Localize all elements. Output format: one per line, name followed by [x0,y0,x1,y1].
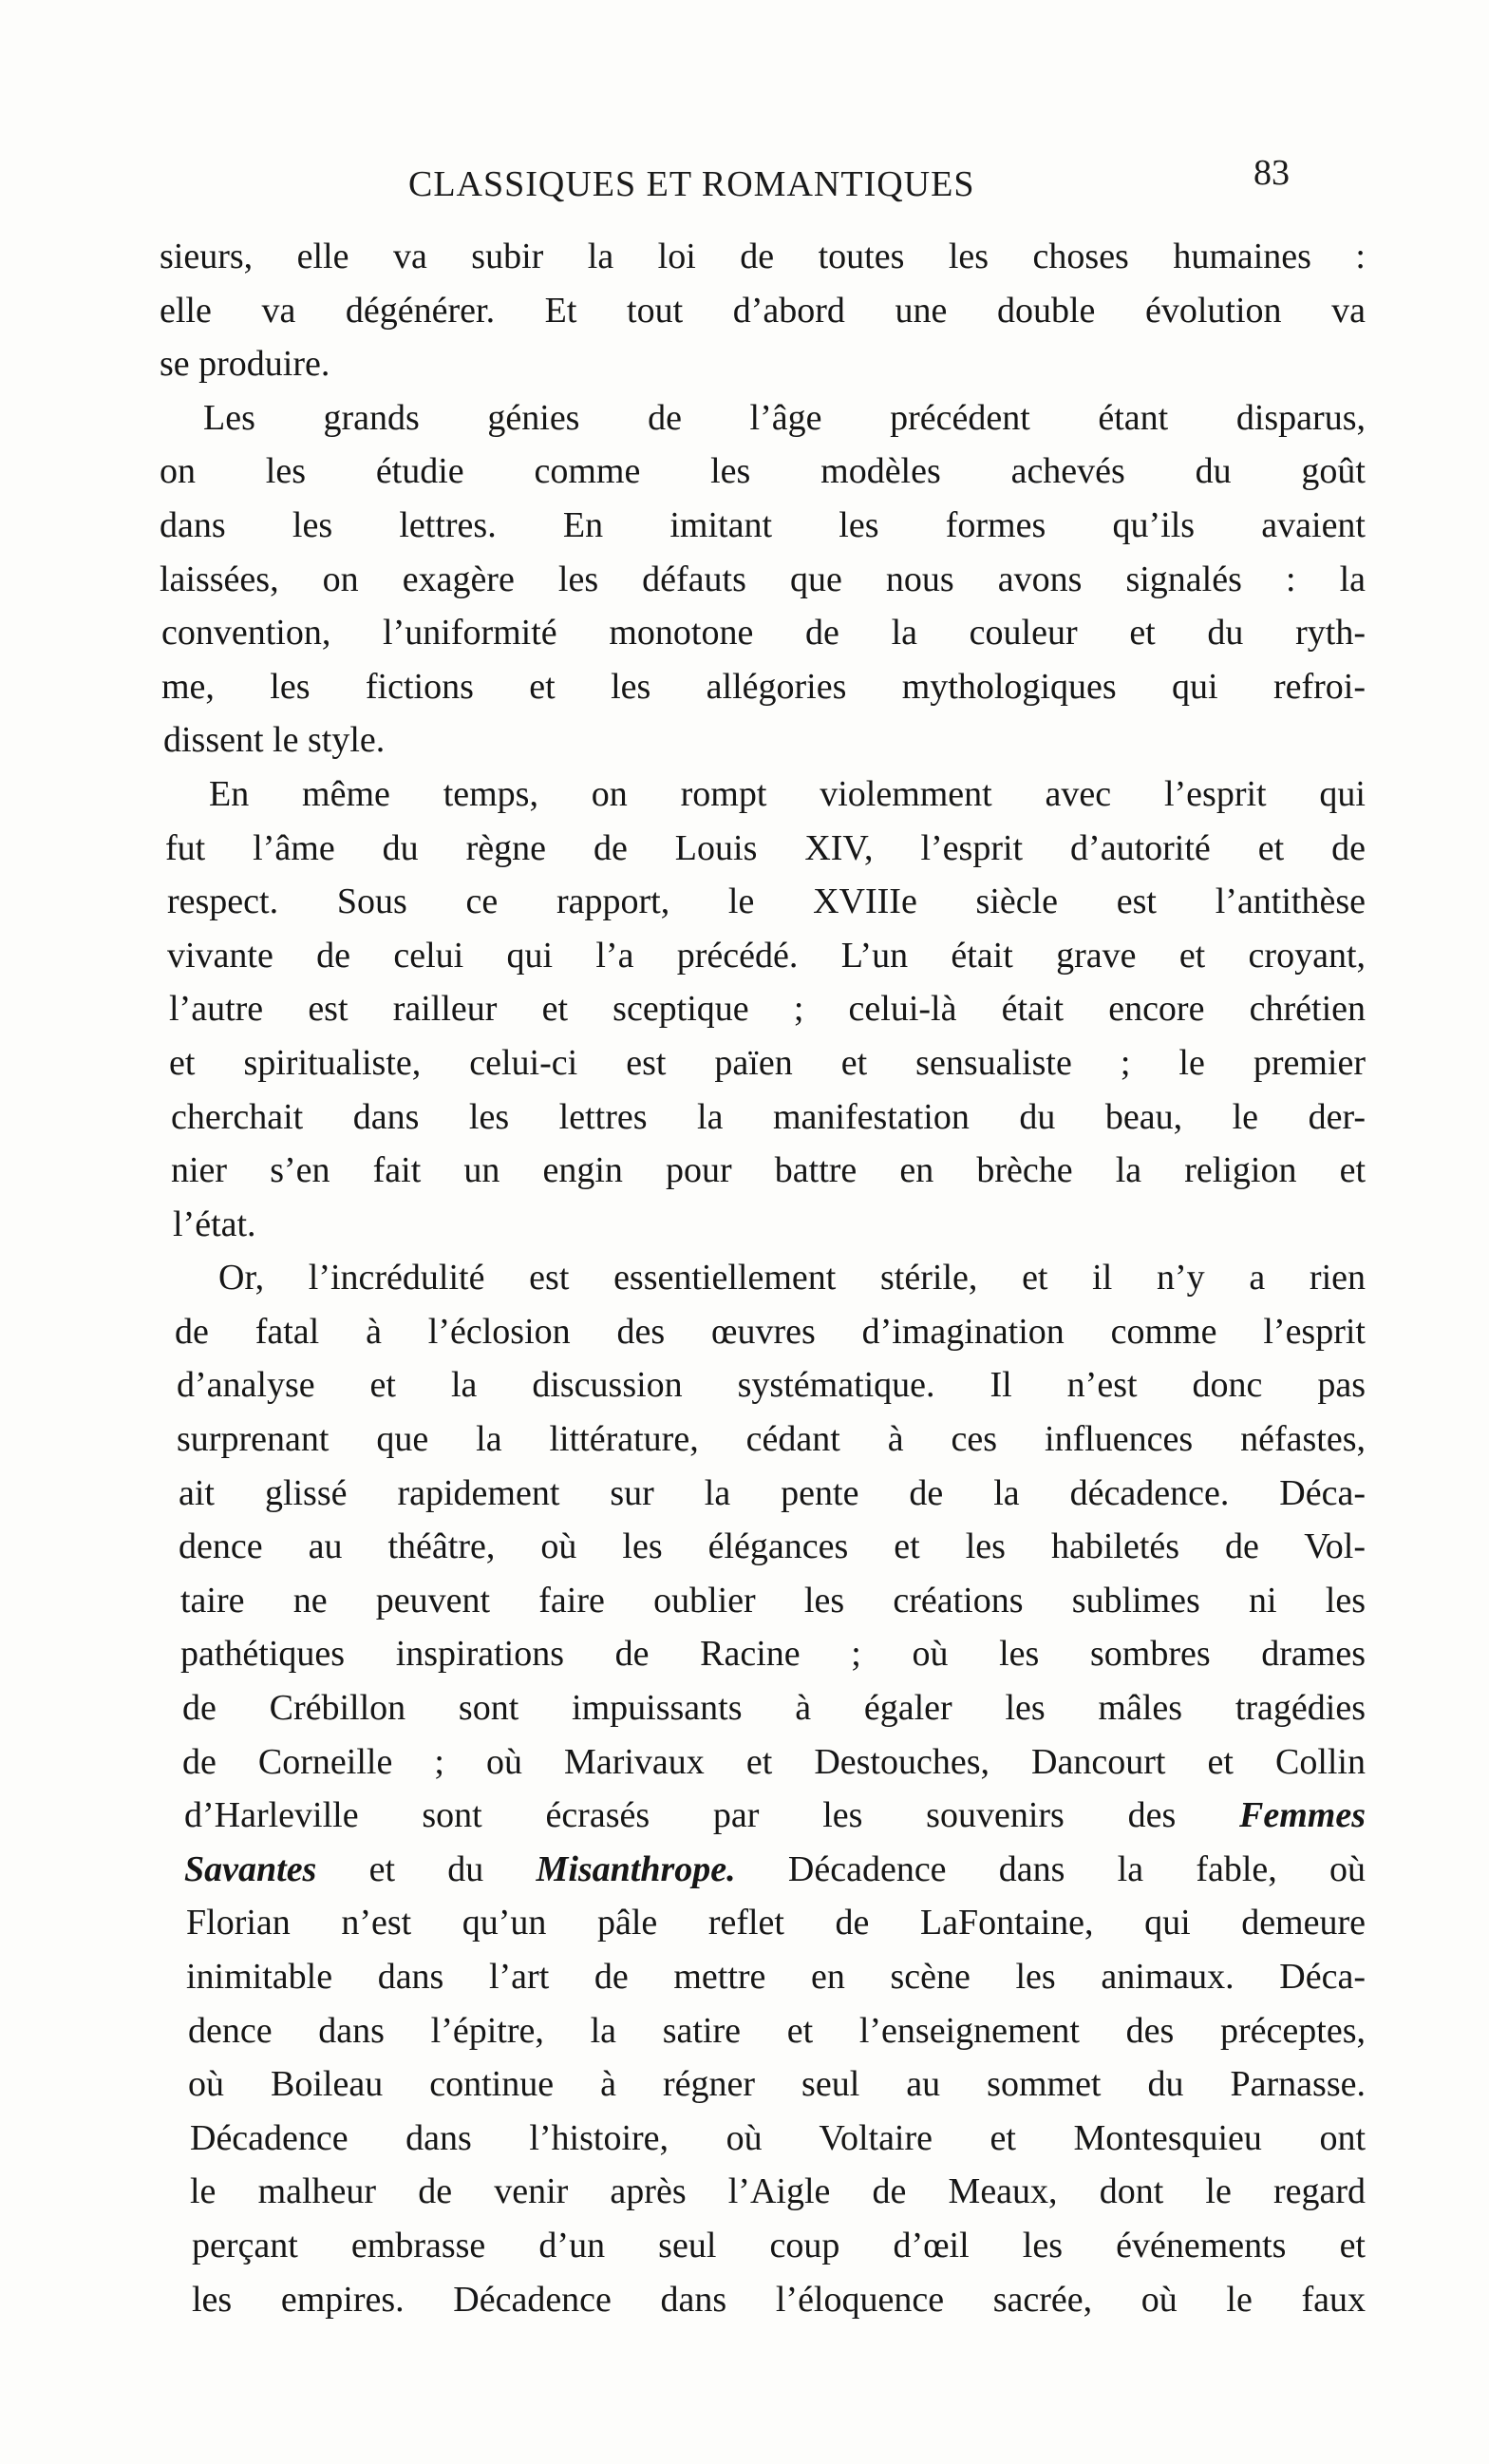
line-text: cherchait dans les lettres la manifestation du beau, le der- [171,1096,1366,1137]
text-line [167,875,1366,929]
text-line [165,768,1366,822]
text-line [188,2004,1366,2058]
line-text: de fatal à l’éclosion des œuvres d’imagination comme l’esprit [175,1311,1366,1352]
text-line [192,2273,1366,2327]
text-line [161,660,1366,714]
line-text: dence dans l’épitre, la satire et l’enseignement des préceptes, [188,2010,1366,2051]
page-number: 83 [1253,153,1290,193]
running-title: CLASSIQUES ET ROMANTIQUES [408,164,975,204]
line-text: Les grands génies de l’âge précédent étant disparus, [203,397,1366,438]
body-text [160,230,1366,2326]
text-line [160,499,1366,553]
text-line [171,1144,1366,1198]
text-line [177,1412,1366,1467]
text-line [175,1251,1366,1305]
line-text: et du [368,1848,484,1889]
line-text: Décadence dans l’histoire, où Voltaire et Montesquieu ont [190,2117,1366,2158]
text-line [190,2112,1366,2166]
text-line [169,982,1366,1036]
text-line [160,553,1366,607]
text-line [184,1843,1366,1897]
italic-title: Misanthrope. [536,1848,736,1889]
line-text: d’analyse et la discussion systématique. Il n’est donc pas [177,1365,1366,1406]
text-line [169,1036,1366,1090]
text-line [186,1950,1366,2004]
italic-title: Savantes [184,1848,317,1889]
text-line [180,1574,1366,1628]
text-line [167,929,1366,983]
line-text: d’Harleville sont écrasés par les souvenirs des [184,1795,1177,1836]
text-line [179,1520,1366,1574]
text-line [160,445,1366,499]
line-text: Or, l’incrédulité est essentiellement stérile, et il n’y a rien [218,1258,1366,1298]
text-line [160,230,1366,284]
text-line [179,1467,1366,1521]
line-text: le malheur de venir après l’Aigle de Meaux, dont le regard [190,2171,1366,2212]
text-line [184,1789,1366,1843]
line-text: dissent le style. [163,720,386,761]
line-text: vivante de celui qui l’a précédé. L’un était grave et croyant, [167,935,1366,976]
text-line [171,1090,1366,1145]
text-line [182,1681,1366,1735]
text-line [188,2057,1366,2112]
line-text: respect. Sous ce rapport, le XVIIIe siècle est l’antithèse [167,881,1366,922]
line-text: Florian n’est qu’un pâle reflet de LaFontaine, qui demeure [186,1903,1366,1943]
line-text: inimitable dans l’art de mettre en scène les animaux. Déca- [186,1957,1366,1997]
line-text: sieurs, elle va subir la loi de toutes les choses humaines : [160,237,1366,276]
text-line [175,1305,1366,1359]
line-text: de Corneille ; où Marivaux et Destouches, Dancourt et Collin [182,1741,1366,1782]
line-text: En même temps, on rompt violemment avec l’esprit qui [209,773,1366,814]
text-line [190,2165,1366,2219]
line-text: les empires. Décadence dans l’éloquence sacrée, où le faux [192,2279,1366,2320]
text-line [182,1735,1366,1790]
running-header [161,152,1301,209]
line-text: on les étudie comme les modèles achevés du goût [160,451,1366,492]
line-text: fut l’âme du règne de Louis XIV, l’esprit d’autorité et de [165,827,1366,868]
text-line [192,2219,1366,2273]
text-line [173,1198,1366,1252]
line-text: laissées, on exagère les défauts que nous avons signalés : la [160,559,1366,599]
line-text: Décadence dans la fable, où [787,1848,1366,1889]
text-line [180,1627,1366,1681]
text-line [160,337,1366,391]
line-text: de Crébillon sont impuissants à égaler les mâles tragédies [182,1688,1366,1729]
line-text: dans les lettres. En imitant les formes qu’ils avaient [160,504,1366,545]
text-line [186,1896,1366,1950]
text-line [165,822,1366,876]
line-text: pathétiques inspirations de Racine ; où les sombres drames [180,1634,1366,1675]
line-text: et spiritualiste, celui-ci est païen et sensualiste ; le premier [169,1042,1366,1083]
text-line [163,713,1366,768]
line-text: perçant embrasse d’un seul coup d’œil les événements et [192,2225,1366,2265]
text-line [177,1358,1366,1412]
text-line [161,606,1366,660]
line-text: où Boileau continue à régner seul au sommet du Parnasse. [188,2064,1366,2105]
line-text: me, les fictions et les allégories mythologiques qui refroi- [161,666,1366,707]
line-text: nier s’en fait un engin pour battre en brèche la religion et [171,1150,1366,1191]
line-text: se produire. [160,344,330,385]
line-text: surprenant que la littérature, cédant à ces influences néfastes, [177,1419,1366,1460]
line-text: dence au théâtre, où les élégances et les habiletés de Vol- [179,1526,1366,1567]
text-line [160,391,1366,445]
line-text: ait glissé rapidement sur la pente de la décadence. Déca- [179,1472,1366,1513]
line-text: l’autre est railleur et sceptique ; celui-là était encore chrétien [169,989,1366,1030]
italic-title: Femmes [1239,1795,1366,1836]
line-text: l’état. [173,1204,256,1244]
text-line [160,284,1366,338]
line-text: elle va dégénérer. Et tout d’abord une double évolution va [160,290,1366,331]
line-text: taire ne peuvent faire oublier les créations sublimes ni les [180,1580,1366,1621]
line-text: convention, l’uniformité monotone de la couleur et du ryth- [161,613,1366,654]
